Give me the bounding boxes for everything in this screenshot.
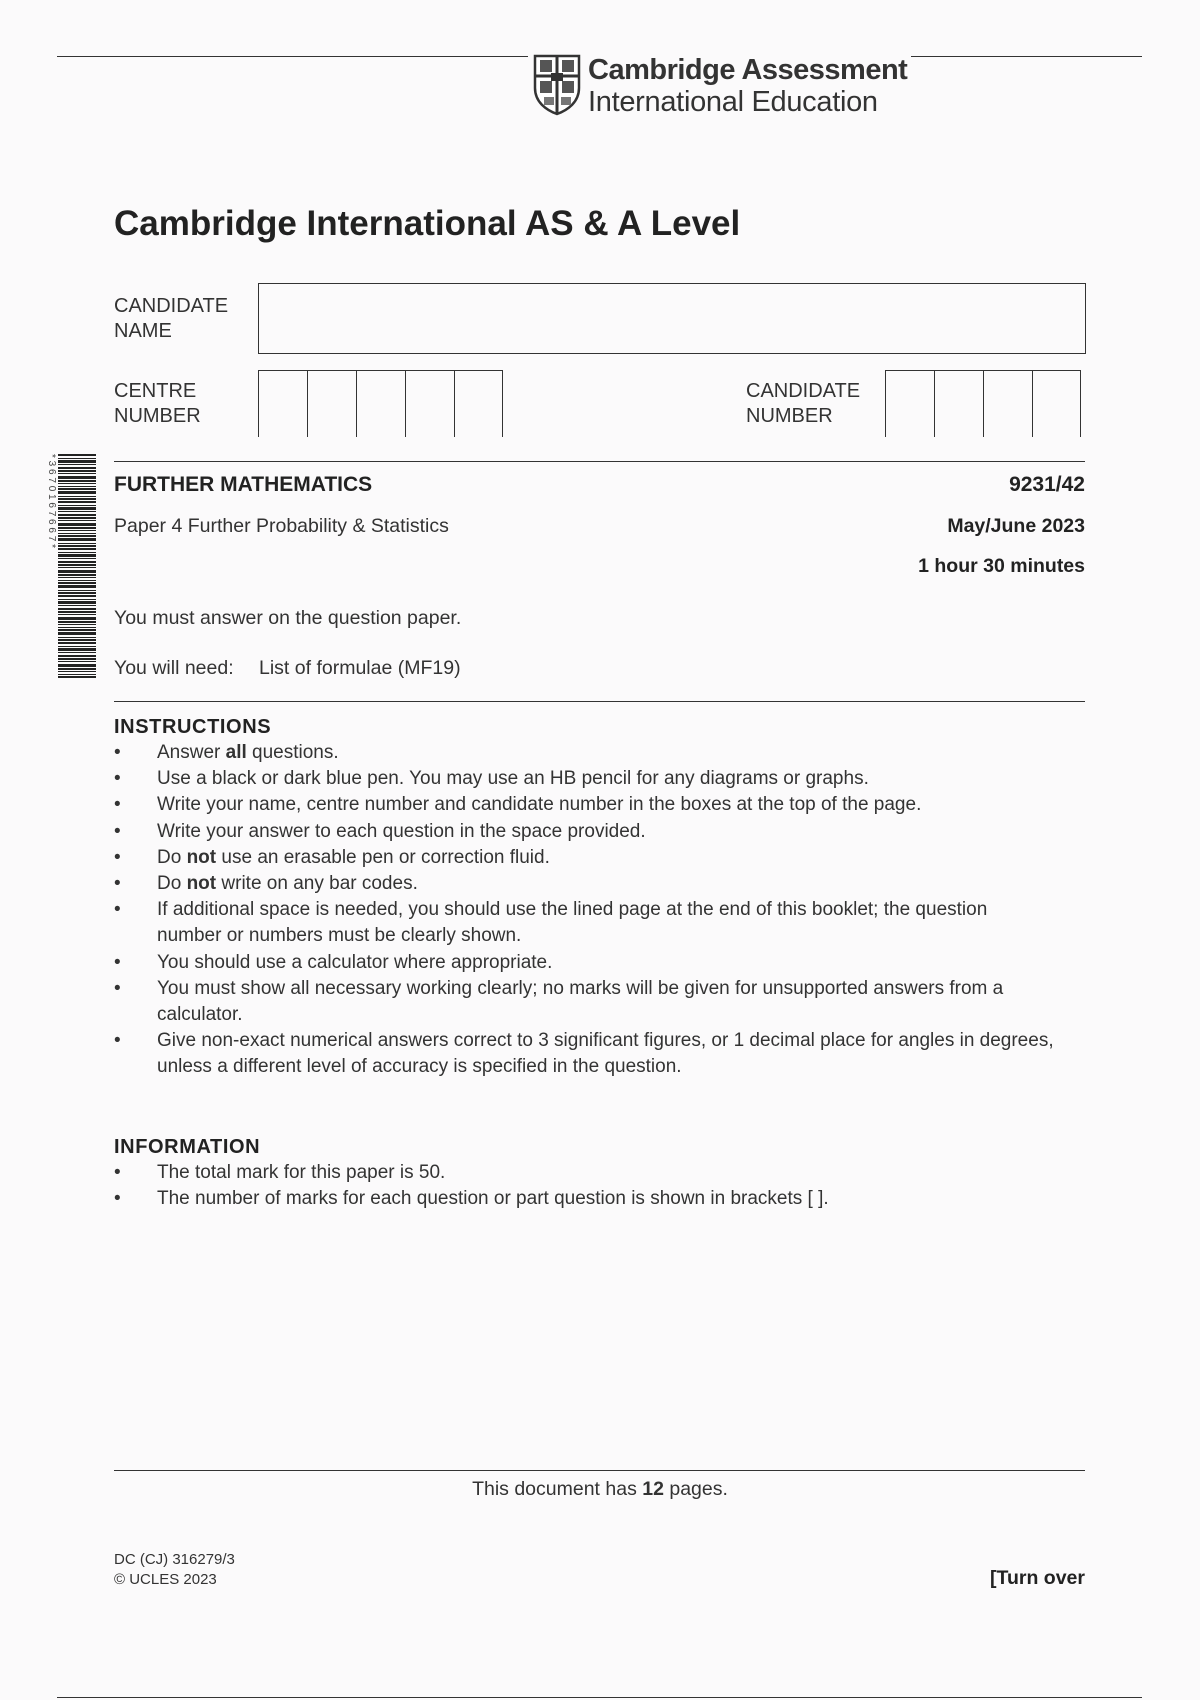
bullet-icon: •	[114, 768, 121, 790]
logo-wordmark-line2: International Education	[588, 86, 878, 118]
barcode-bar	[58, 632, 96, 635]
turn-over: [Turn over	[990, 1567, 1085, 1589]
subject-title: FURTHER MATHEMATICS	[114, 473, 373, 496]
barcode-bar	[58, 527, 96, 529]
exam-duration: 1 hour 30 minutes	[918, 555, 1085, 577]
barcode-bar	[58, 627, 96, 628]
barcode-bar	[58, 501, 96, 503]
list-item: • You must show all necessary working clearly; no marks will be given for unsupported answers from a calculator.	[114, 977, 1004, 1026]
barcode-bar	[58, 585, 96, 588]
list-item: • Give non-exact numerical answers correct to 3 significant figures, or 1 decimal place for angles in degrees, unless a different level of accuracy is specified in the question.	[114, 1030, 1054, 1078]
list-item: • Do not write on any bar codes.	[114, 871, 1054, 897]
barcode-bar	[58, 629, 96, 631]
barcode-bar	[58, 548, 96, 550]
barcode-bar	[58, 624, 96, 625]
bullet-icon: •	[114, 951, 121, 973]
candidate-digit-box[interactable]	[934, 370, 983, 437]
barcode-bar	[58, 570, 96, 573]
centre-digit-box[interactable]	[258, 370, 307, 437]
barcode-bar	[58, 592, 96, 594]
bullet-icon: •	[114, 1030, 121, 1052]
barcode-bar	[58, 470, 96, 472]
bullet-icon: •	[114, 873, 121, 895]
barcode-bar	[58, 642, 96, 644]
barcode-bar	[58, 483, 96, 484]
candidate-number-label: CANDIDATE NUMBER	[746, 380, 861, 427]
barcode-bar	[58, 648, 96, 651]
footer-codes	[114, 1550, 235, 1590]
barcode-bar	[58, 517, 96, 519]
list-item: • The number of marks for each question or part question is shown in brackets [ ].	[114, 1186, 1054, 1212]
bottom-rule	[57, 1697, 1142, 1698]
logo-wordmark-line1: Cambridge Assessment	[588, 54, 908, 86]
paper-code: 9231/42	[1009, 473, 1085, 496]
list-item: • Answer all questions.	[114, 740, 1054, 766]
barcode-bar	[58, 676, 96, 678]
barcode-bar	[58, 511, 96, 512]
list-item: • If additional space is needed, you should use the lined page at the end of this booklet; the question number or numbers must be clearly shown.	[114, 899, 988, 947]
barcode-bar	[58, 671, 96, 672]
barcode-bar	[58, 564, 96, 566]
barcode-bar	[58, 590, 96, 591]
barcode-bar	[58, 543, 96, 544]
barcode-bar	[58, 467, 96, 469]
section-divider	[114, 701, 1085, 702]
barcode-bar	[58, 514, 96, 516]
barcode-bar	[58, 577, 96, 578]
barcode-bar	[58, 601, 96, 604]
barcode-bar	[58, 639, 96, 641]
barcode-bar	[58, 595, 96, 597]
candidate-digit-box[interactable]	[885, 370, 934, 437]
barcode-digits: * 3 6 7 0 1 6 7 6 6 7 *	[46, 454, 57, 548]
barcode-bar	[58, 652, 96, 653]
barcode-bar	[58, 621, 96, 623]
footer-divider	[114, 1470, 1085, 1471]
barcode-bar	[58, 658, 96, 660]
section-divider	[114, 461, 1085, 462]
centre-number-field[interactable]	[258, 370, 503, 437]
page-count-note: This document has 12 pages.	[472, 1478, 728, 1500]
candidate-digit-box[interactable]	[983, 370, 1032, 437]
barcode-bar	[58, 498, 96, 500]
list-item: • Do not use an erasable pen or correction fluid.	[114, 845, 1054, 871]
centre-digit-box[interactable]	[454, 370, 503, 437]
bullet-icon: •	[114, 1162, 121, 1183]
barcode-bar	[58, 545, 96, 547]
page-count: 12	[642, 1478, 664, 1500]
barcode-bar	[58, 505, 96, 506]
barcode-bar	[58, 637, 96, 638]
barcode-bar	[58, 599, 96, 600]
barcode-bar	[58, 611, 96, 613]
cambridge-logo	[528, 54, 911, 118]
barcode-bar	[58, 567, 96, 568]
paper-title: Paper 4 Further Probability & Statistics	[114, 515, 449, 537]
centre-digit-box[interactable]	[405, 370, 454, 437]
barcode-bar	[58, 473, 96, 474]
barcode-bar	[58, 480, 96, 482]
barcode	[40, 450, 98, 682]
barcode-bar	[58, 488, 96, 490]
barcode-bar	[58, 561, 96, 563]
barcode-bar	[58, 460, 96, 463]
barcode-bar	[58, 661, 96, 662]
bullet-icon: •	[114, 742, 121, 763]
barcode-bar	[58, 655, 96, 657]
barcode-bar	[58, 558, 96, 559]
barcode-bar	[58, 507, 96, 510]
bullet-icon: •	[114, 794, 121, 816]
list-item: • The total mark for this paper is 50.	[114, 1160, 1054, 1186]
information-list	[114, 1160, 1054, 1212]
list-item: • Use a black or dark blue pen. You may use an HB pencil for any diagrams or graphs.	[114, 766, 1054, 792]
barcode-bar	[58, 608, 96, 610]
barcode-bar	[58, 614, 96, 615]
list-item: • Write your name, centre number and candidate number in the boxes at the top of the page.	[114, 792, 1054, 818]
barcode-bar	[58, 454, 96, 456]
centre-digit-box[interactable]	[307, 370, 356, 437]
barcode-bar	[58, 464, 96, 465]
candidate-digit-box[interactable]	[1032, 370, 1081, 437]
centre-number-label: CENTRE NUMBER	[114, 380, 201, 427]
bullet-icon: •	[114, 846, 121, 868]
information-heading: INFORMATION	[114, 1136, 261, 1158]
barcode-bar	[58, 523, 96, 526]
barcode-bar	[58, 552, 96, 553]
answer-note: You must answer on the question paper.	[114, 607, 462, 629]
barcode-bar	[58, 491, 96, 494]
barcode-bar	[58, 574, 96, 576]
barcode-bar	[58, 533, 96, 534]
barcode-bar	[58, 520, 96, 521]
document-code: DC (CJ) 316279/3	[114, 1551, 235, 1568]
bullet-icon: •	[114, 1188, 121, 1210]
candidate-name-label: CANDIDATE NAME	[114, 295, 229, 342]
barcode-bar	[58, 486, 96, 487]
cambridge-crest-icon	[532, 54, 582, 116]
barcode-bar	[58, 617, 96, 620]
bullet-icon: •	[114, 899, 121, 921]
barcode-bar	[58, 582, 96, 584]
barcode-bar	[58, 605, 96, 606]
barcode-bar	[58, 668, 96, 670]
barcode-bar	[58, 554, 96, 557]
barcode-bar	[58, 664, 96, 667]
barcode-bar	[58, 646, 96, 647]
copyright: © UCLES 2023	[114, 1571, 217, 1588]
barcode-bars	[58, 454, 96, 678]
barcode-bar	[58, 530, 96, 531]
bullet-icon: •	[114, 820, 121, 842]
bullet-icon: •	[114, 977, 121, 999]
need-value: List of formulae (MF19)	[259, 657, 461, 679]
barcode-bar	[58, 538, 96, 541]
candidate-number-field[interactable]	[885, 370, 1081, 437]
barcode-bar	[58, 674, 96, 675]
barcode-bar	[58, 580, 96, 581]
barcode-bar	[58, 496, 96, 497]
barcode-bar	[58, 458, 96, 459]
qualification-title: Cambridge International AS & A Level	[114, 204, 741, 243]
instructions-heading: INSTRUCTIONS	[114, 716, 272, 738]
need-label: You will need:	[114, 657, 234, 679]
list-item: • Write your answer to each question in the space provided.	[114, 819, 1054, 845]
candidate-name-field[interactable]	[258, 283, 1086, 354]
barcode-bar	[58, 535, 96, 537]
list-item: • You should use a calculator where appropriate.	[114, 950, 1054, 976]
instructions-list	[114, 740, 1054, 1081]
centre-digit-box[interactable]	[356, 370, 405, 437]
exam-session: May/June 2023	[947, 515, 1085, 537]
barcode-bar	[58, 476, 96, 479]
